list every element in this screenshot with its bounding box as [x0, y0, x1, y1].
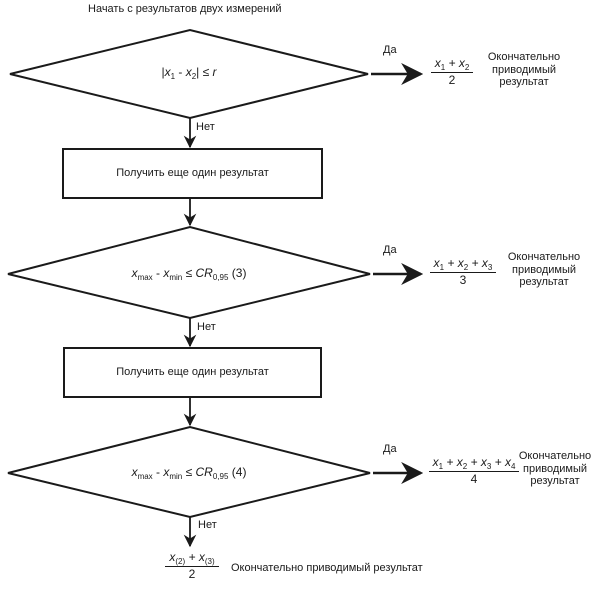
result-formula-3 — [424, 456, 524, 486]
no-label-1: Нет — [196, 121, 215, 133]
process-box-label-2: Получить еще один результат — [116, 366, 269, 378]
yes-label-1: Да — [383, 44, 397, 56]
fraction-numerator: $x_1 + x_2$ — [431, 57, 474, 73]
decision-condition-1: $|x_1 - x_2| \le r$ — [161, 65, 217, 81]
flowchart-title: Начать с результатов двух измерений — [88, 3, 282, 15]
process-box-label-1: Получить еще один результат — [116, 167, 269, 179]
fraction-numerator: $x_1 + x_2 + x_3$ — [430, 257, 497, 273]
final-result-label-bottom: Окончательно приводимый результат — [231, 562, 423, 574]
no-label-3: Нет — [198, 519, 217, 531]
fraction-numerator: $x_1 + x_2 + x_3 + x_4$ — [429, 456, 520, 472]
fraction-denominator: 2 — [188, 567, 196, 581]
result-formula-1 — [424, 57, 480, 87]
yes-label-3: Да — [383, 443, 397, 455]
fraction-denominator: 3 — [459, 273, 467, 287]
yes-label-2: Да — [383, 244, 397, 256]
final-result-label-1: Окончательно приводимый результат — [487, 51, 561, 88]
result-formula-2 — [424, 257, 502, 287]
fraction-numerator: $x_{(2)} + x_{(3)}$ — [165, 551, 218, 567]
fraction-denominator: 4 — [470, 472, 478, 486]
decision-condition-2: $x_{max} - x_{min} \le CR_{0,95}$ (3) — [131, 266, 247, 282]
decision-condition-3: $x_{max} - x_{min} \le CR_{0,95}$ (4) — [131, 465, 247, 481]
final-result-label-3: Окончательно приводимый результат — [518, 450, 592, 487]
fallback-formula — [158, 551, 226, 581]
fraction-denominator: 2 — [448, 73, 456, 87]
final-result-label-2: Окончательно приводимый результат — [507, 251, 581, 288]
no-label-2: Нет — [197, 321, 216, 333]
